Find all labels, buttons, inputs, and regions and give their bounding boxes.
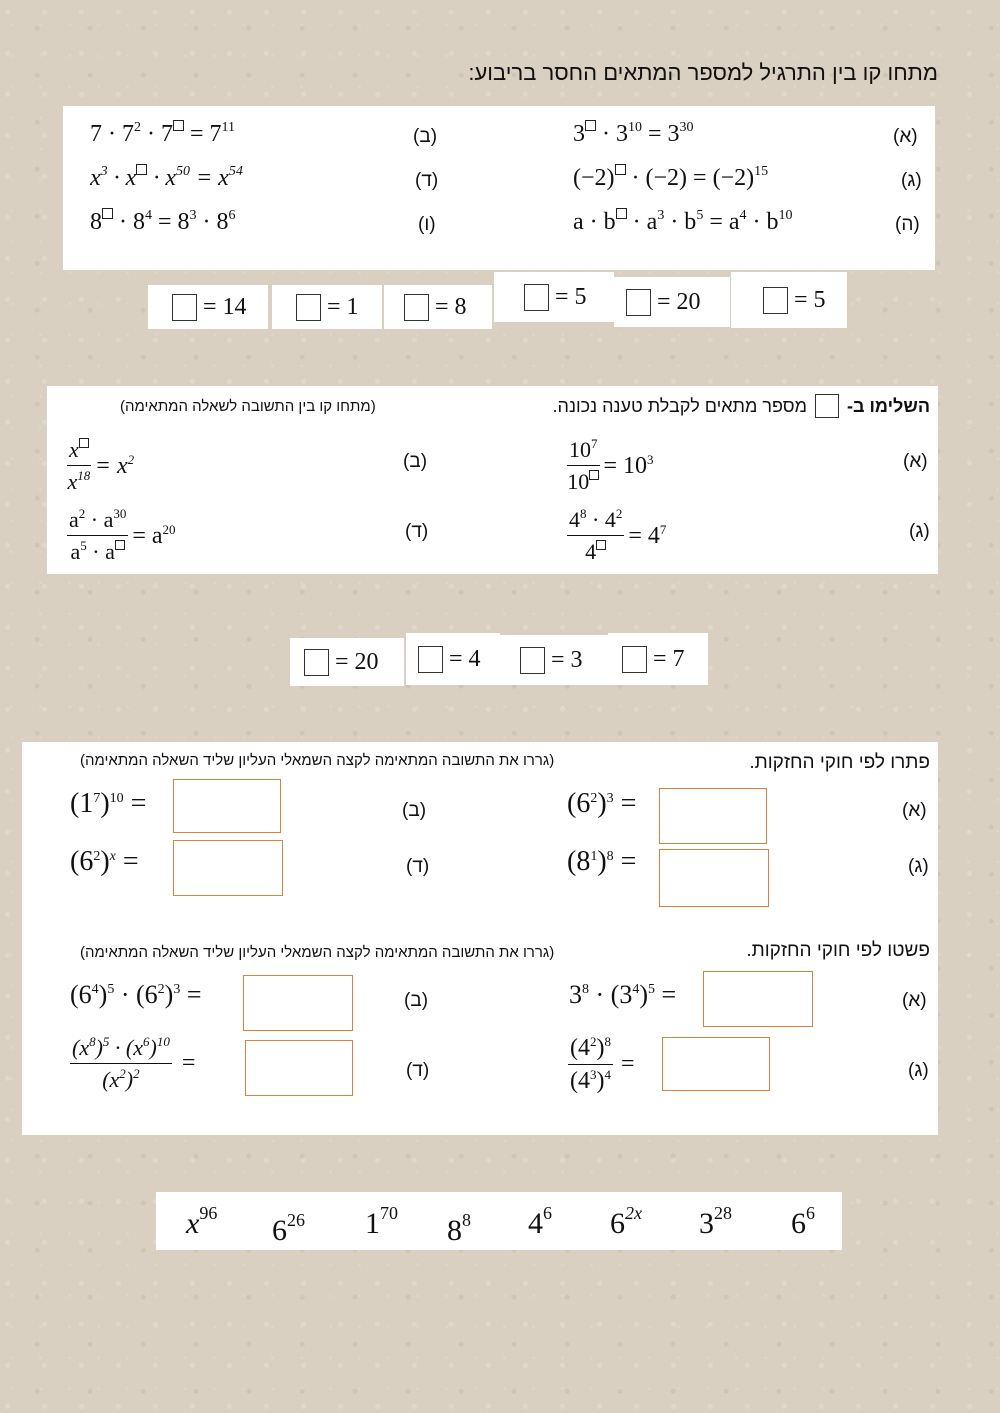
answer-tile-3[interactable]: = 3 bbox=[500, 635, 608, 685]
answer-chip-4-6[interactable]: $4^6$ bbox=[528, 1203, 552, 1240]
simplify-expression-b: $(6^4)^5 \cdot (6^2)^3$ = bbox=[70, 980, 202, 1009]
item-letter-d: (ד) bbox=[415, 170, 439, 191]
empty-box-icon bbox=[172, 294, 197, 321]
empty-box-icon bbox=[622, 646, 647, 673]
section1-panel bbox=[63, 106, 935, 270]
missing-exponent-box bbox=[589, 470, 599, 480]
empty-box-icon bbox=[524, 284, 549, 311]
missing-exponent-box bbox=[102, 208, 113, 219]
answer-chip-1-70[interactable]: $1^{70}$ bbox=[365, 1203, 398, 1240]
empty-box-icon bbox=[763, 287, 788, 314]
answer-drop-box-b[interactable] bbox=[173, 779, 281, 833]
missing-exponent-box bbox=[585, 120, 596, 131]
item-letter-c: (ג) bbox=[908, 1060, 929, 1081]
simplify-fraction-d: $\frac{(x^8)^5 \cdot (x^6)^{10}}{(x^2)^2}$ = bbox=[72, 1034, 196, 1092]
item-letter-d: (ד) bbox=[406, 856, 430, 877]
answer-tile-14[interactable]: = 14 bbox=[148, 285, 268, 329]
fraction-b: $\frac{x}{x^{18}}$ = $x^2$ bbox=[67, 437, 135, 494]
missing-exponent-box bbox=[173, 120, 184, 131]
answer-drop-box-c[interactable] bbox=[662, 1037, 770, 1091]
missing-exponent-box bbox=[136, 164, 147, 175]
answer-tile-1[interactable]: = 1 bbox=[272, 285, 382, 329]
item-letter-d: (ד) bbox=[405, 521, 429, 542]
exercise-f: $8 \cdot 8^4 = 8^3 \cdot 8^6$ bbox=[90, 208, 236, 235]
item-letter-c: (ג) bbox=[909, 521, 930, 542]
exercise-e: $a \cdot b \cdot a^3 \cdot b^5 = a^4 \cdot b^{10}$ bbox=[573, 208, 793, 235]
item-letter-b: (ב) bbox=[404, 990, 429, 1011]
section2-title-rest: מספר מתאים לקבלת טענה נכונה. bbox=[552, 395, 807, 416]
answer-chip-8-8[interactable]: $8^8$ bbox=[447, 1210, 471, 1247]
answer-tile-20[interactable]: = 20 bbox=[614, 277, 730, 327]
item-letter-c: (ג) bbox=[908, 856, 929, 877]
power-expression-a: $(6^2)^3$ = bbox=[567, 788, 637, 819]
answer-drop-box-a[interactable] bbox=[659, 788, 767, 844]
section1-title: מתחו קו בין התרגיל למספר המתאים החסר בריבוע: bbox=[468, 60, 938, 85]
missing-exponent-box bbox=[615, 164, 626, 175]
answer-drop-box-c[interactable] bbox=[659, 849, 769, 907]
item-letter-c: (ג) bbox=[901, 170, 922, 191]
exercise-d: $x^3 \cdot x \cdot x^{50} = x^{54}$ bbox=[90, 164, 243, 191]
empty-box-icon bbox=[626, 289, 651, 316]
answer-drop-box-a[interactable] bbox=[703, 971, 813, 1027]
answer-chip-strip bbox=[156, 1192, 842, 1250]
answer-tile-8[interactable]: = 8 bbox=[384, 285, 492, 329]
exercise-b: $7 \cdot 7^2 \cdot 7 = 7^{11}$ bbox=[90, 120, 236, 147]
section2-title-bold: השלימו ב- bbox=[846, 395, 930, 416]
exercise-c: $(-2) \cdot (-2) = (-2)^{15}$ bbox=[573, 164, 769, 191]
simplify-fraction-c: $\frac{(4^2)^8}{(4^3)^4}$ = bbox=[570, 1034, 635, 1094]
answer-chip-6-2x[interactable]: $6^{2x}$ bbox=[610, 1203, 642, 1240]
item-letter-b: (ב) bbox=[403, 451, 428, 472]
answer-chip-3-28[interactable]: $3^{28}$ bbox=[699, 1203, 732, 1240]
answer-chip-x96[interactable]: $x^{96}$ bbox=[186, 1203, 218, 1240]
section2-note: (מתחו קו בין התשובה לשאלה המתאימה) bbox=[120, 398, 376, 415]
item-letter-e: (ה) bbox=[895, 214, 920, 235]
section3-note: (גררו את התשובה המתאימה לקצה השמאלי העליון שליד השאלה המתאימה) bbox=[80, 752, 555, 769]
empty-box-icon bbox=[520, 647, 545, 674]
answer-chip-6-26[interactable]: $6^{26}$ bbox=[272, 1210, 305, 1247]
missing-exponent-box bbox=[79, 438, 89, 448]
answer-drop-box-d[interactable] bbox=[245, 1040, 353, 1096]
section34-panel bbox=[22, 742, 938, 1135]
simplify-expression-a: $3^8 \cdot (3^4)^5$ = bbox=[569, 980, 677, 1009]
section2-title bbox=[553, 394, 930, 418]
empty-box-icon bbox=[296, 294, 321, 321]
answer-tile-7[interactable]: = 7 bbox=[608, 633, 708, 685]
missing-exponent-box bbox=[115, 540, 125, 550]
item-letter-f: (ו) bbox=[418, 214, 436, 235]
answer-tile-5b[interactable]: = 5 bbox=[731, 272, 847, 328]
section2-panel bbox=[47, 386, 938, 574]
section4-note: (גררו את התשובה המתאימה לקצה השמאלי העליון שליד השאלה המתאימה) bbox=[80, 944, 555, 961]
missing-exponent-box bbox=[616, 208, 627, 219]
power-expression-d: $(6^2)^x$ = bbox=[70, 846, 139, 877]
answer-drop-box-d[interactable] bbox=[173, 840, 283, 896]
item-letter-a: (א) bbox=[902, 800, 927, 821]
section3-title: פתרו לפי חוקי החזקות. bbox=[749, 752, 930, 773]
exercise-a: $3 \cdot 3^{10} = 3^{30}$ bbox=[573, 120, 694, 147]
fraction-c: $\frac{4^8 \cdot 4^2}{4}$ = $4^7$ bbox=[569, 506, 667, 564]
power-expression-b: $(1^7)^{10}$ = bbox=[70, 788, 147, 819]
item-letter-a: (א) bbox=[903, 451, 928, 472]
answer-tile-5[interactable]: = 5 bbox=[494, 272, 614, 322]
item-letter-d: (ד) bbox=[406, 1060, 430, 1081]
item-letter-b: (ב) bbox=[402, 800, 427, 821]
fraction-a: $\frac{10^7}{10}$ = $10^3$ bbox=[567, 436, 654, 494]
section4-title: פשטו לפי חוקי החזקות. bbox=[746, 940, 930, 961]
empty-box-icon bbox=[404, 294, 429, 321]
empty-box-icon bbox=[815, 394, 839, 418]
missing-exponent-box bbox=[596, 540, 606, 550]
item-letter-a: (א) bbox=[902, 990, 927, 1011]
fraction-d: $\frac{a^2 \cdot a^{30}}{a^5 \cdot a}$ = $a^{20}$ bbox=[69, 506, 176, 564]
empty-box-icon bbox=[304, 649, 329, 676]
answer-tile-4[interactable]: = 4 bbox=[406, 633, 500, 685]
item-letter-b: (ב) bbox=[413, 126, 438, 147]
item-letter-a: (א) bbox=[893, 126, 918, 147]
answer-drop-box-b[interactable] bbox=[243, 975, 353, 1031]
answer-chip-6-6[interactable]: $6^6$ bbox=[791, 1203, 815, 1240]
power-expression-c: $(8^1)^8$ = bbox=[567, 846, 637, 877]
answer-tile-20[interactable]: = 20 bbox=[290, 638, 404, 686]
empty-box-icon bbox=[418, 646, 443, 673]
